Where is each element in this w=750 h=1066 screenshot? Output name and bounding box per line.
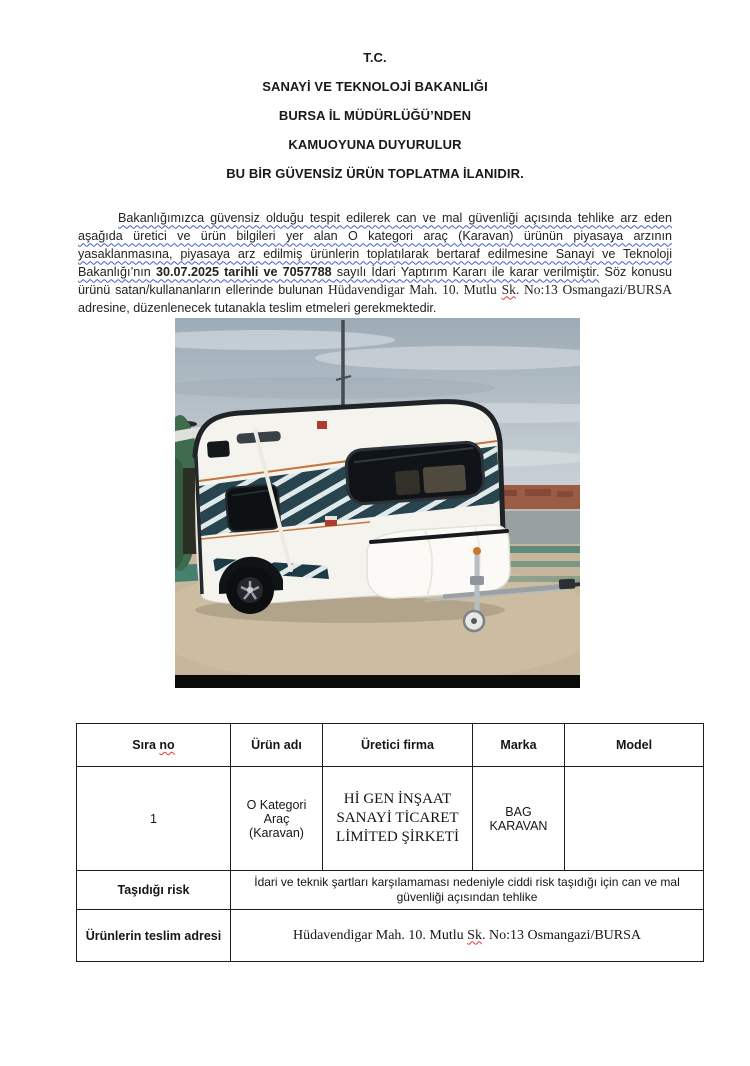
delivery-value: Hüdavendigar Mah. 10. Mutlu Sk. No:13 Osmangazi/BURSA: [231, 910, 704, 962]
risk-label: Taşıdığı risk: [77, 871, 231, 910]
title-recall: BU BİR GÜVENSİZ ÜRÜN TOPLATMA İLANIDIR.: [226, 166, 524, 181]
wheel: [226, 566, 274, 614]
video-bottom-bar: [175, 675, 580, 688]
title-directorate: BURSA İL MÜDÜRLÜĞÜ’NDEN: [278, 108, 472, 123]
table-header-row: [77, 724, 704, 767]
document-header: [0, 50, 750, 195]
risk-row: [77, 871, 704, 910]
caravan-photo: [175, 318, 580, 688]
title-announcement: KAMUOYUNA DUYURULUR: [288, 137, 462, 152]
delivery-address-row: [77, 910, 704, 962]
delivery-sk-misspell: Sk: [467, 927, 482, 943]
delivery-label: Ürünlerin teslim adresi: [77, 910, 231, 962]
notice-underlined-tail: sayılı İdari Yaptırım Kararı ile karar verilmiştir.: [331, 264, 600, 279]
header-marka: Marka: [473, 724, 565, 767]
notice-address-part1: Hüdavendigar Mah. 10. Mutlu: [327, 281, 502, 297]
notice-plain-mid: Söz konusu ürünü satan/kullananların ellerinde bulunan: [78, 264, 672, 297]
notice-underlined-intro: Bakanlığımızca güvensiz olduğu tespit edilerek can ve mal güvenliği açısında tehlike arz eden aşağıda üretici ve ürün bilgileri yer alan O kategori araç (Karavan) ürünün piyasaya arzının yasaklanmasına, piyasaya arz edilmiş ürünlerin toplatılarak bertaraf edilmesine Sanayi ve Teknoloji Bakanlığı’nın: [78, 210, 672, 279]
recall-table: [76, 723, 704, 962]
risk-value: İdari ve teknik şartları karşılamaması nedeniyle ciddi risk taşıdığı için can ve mal güvenliği açısından tehlike: [231, 871, 704, 910]
notice-paragraph: [78, 209, 672, 317]
front-window: [345, 441, 484, 504]
title-tc: T.C.: [363, 50, 387, 65]
header-uretici-firma: Üretici firma: [323, 724, 473, 767]
cell-model: [565, 767, 704, 871]
header-model: Model: [565, 724, 704, 767]
header-sira-no: Sıra no: [77, 724, 231, 767]
table-row: [77, 767, 704, 871]
notice-plain-end: adresine, düzenlenecek tutanakla teslim etmeleri gerekmektedir.: [78, 300, 437, 315]
logo-decal-top: [317, 421, 327, 429]
notice-address-part2: . No:13 Osmangazi/BURSA: [515, 281, 673, 297]
cell-uretici: Hİ GEN İNŞAAT SANAYİ TİCARET LİMİTED ŞİRKETİ: [323, 767, 473, 871]
header-urun-adi: Ürün adı: [231, 724, 323, 767]
cell-marka: BAG KARAVAN: [473, 767, 565, 871]
caravan-photo-svg: [175, 318, 580, 688]
notice-decision-number: 30.07.2025 tarihli ve 7057788: [155, 264, 332, 279]
cell-sira: 1: [77, 767, 231, 871]
title-ministry: SANAYİ VE TEKNOLOJİ BAKANLIĞI: [262, 79, 488, 94]
sira-no-misspell: no: [159, 738, 175, 752]
notice-address-sk: Sk: [501, 281, 516, 297]
cell-urun: O Kategori Araç (Karavan): [231, 767, 323, 871]
